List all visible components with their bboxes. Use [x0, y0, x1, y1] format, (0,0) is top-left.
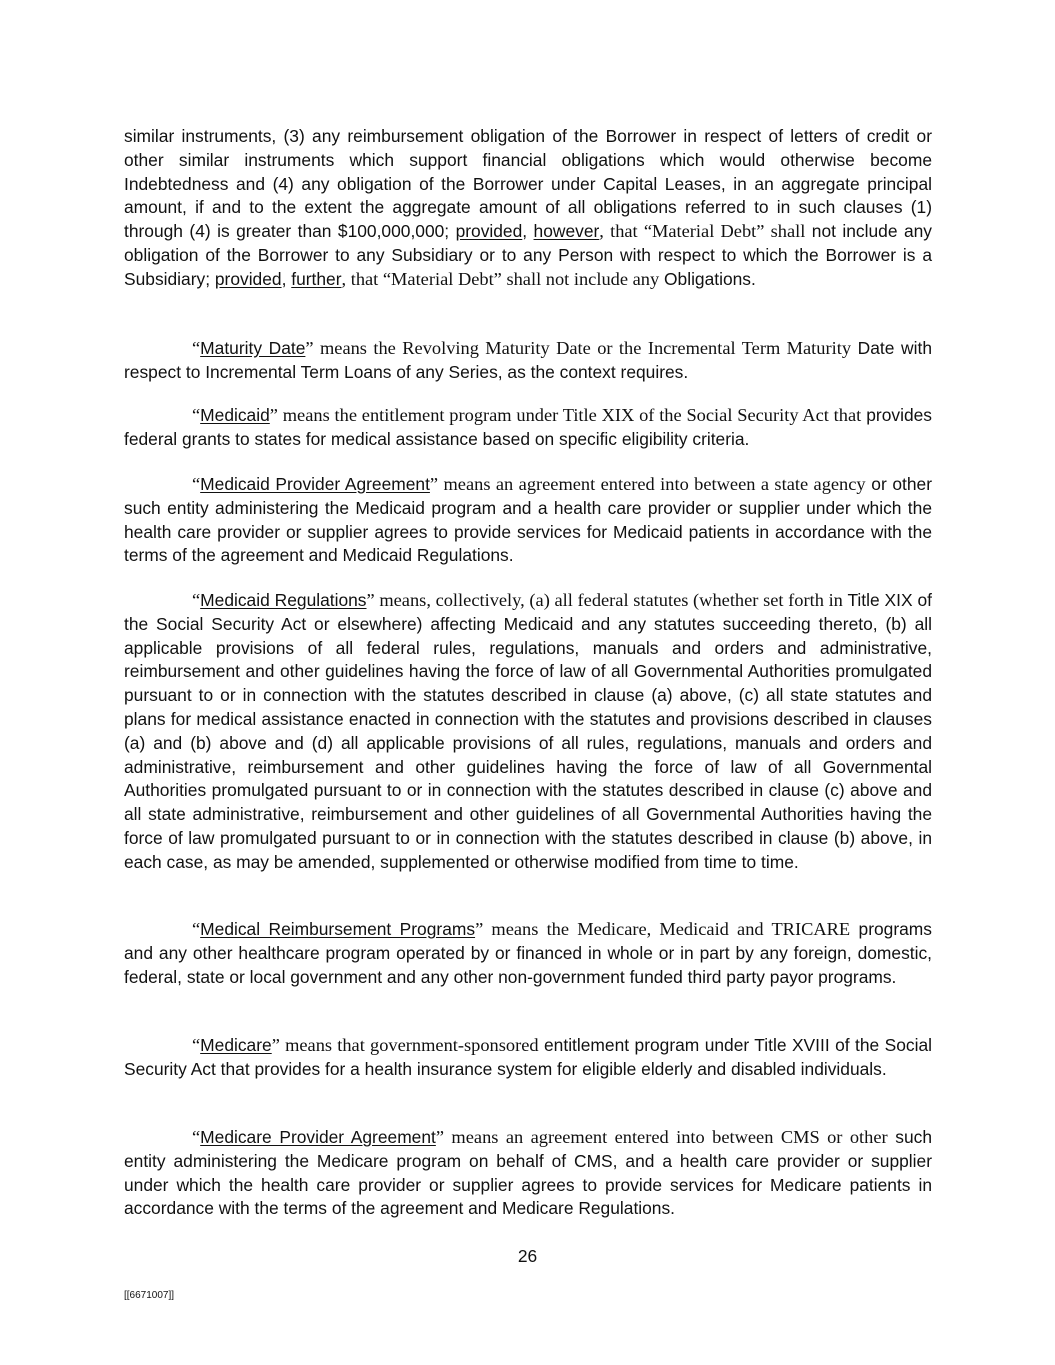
- document-id: [[6671007]]: [124, 1290, 175, 1301]
- defined-term: Medicare Provider Agreement: [200, 1127, 436, 1147]
- definition-medicaid: “Medicaid” means the entitlement program under Title XIX of the Social Security Act that provides federal grants to states for medical assistance based on specific eligibility criteria.: [124, 405, 932, 449]
- defined-term: Maturity Date: [200, 338, 306, 358]
- term-however: however: [533, 221, 600, 242]
- defined-term: Medicaid: [200, 405, 270, 425]
- definition-medical-reimbursement-programs: “Medical Reimbursement Programs” means the Medicare, Medicaid and TRICARE programs and any other healthcare program operated by or financed in whole or in part by any foreign, domestic, federal, state or local government and any other non-government funded third party payor programs.: [124, 919, 932, 987]
- defined-term: Medicare: [200, 1035, 272, 1055]
- paragraph-material-debt-continued: similar instruments, (3) any reimbursement obligation of the Borrower in respect of letters of credit or other similar instruments which support financial obligations which would otherwise become Indebtedness and (4) any obligation of the Borrower under Capital Leases, in an aggregate principal amount, if and to the extent the aggregate amount of all obligations referred to in such clauses (1) through (4) is greater than $100,000,000; provided, however, that “Material Debt” shall not include any obligation of the Borrower to any Subsidiary or to any Person with respect to which the Borrower is a Subsidiary; provided, further, that “Material Debt” shall not include any Obligations.: [124, 126, 932, 289]
- term-provided: provided: [214, 268, 282, 289]
- defined-term: Medicaid Provider Agreement: [200, 474, 430, 494]
- definition-medicaid-regulations: “Medicaid Regulations” means, collectively, (a) all federal statutes (whether set forth in Title XIX of the Social Security Act or elsewhere) affecting Medicaid and any statutes succeeding thereto, (b) all applicable provisions of all federal rules, regulations, manuals and orders and administrative, reimbursement and other guidelines having the force of law of all Governmental Authorities promulgated pursuant to or in connection with the statutes described in clause (a) above, (c) all state statutes and plans for medical assistance enacted in connection with the statutes and provisions described in clauses (a) and (b) above and (d) all applicable provisions of all rules, regulations, manuals and orders and administrative, reimbursement and other guidelines having the force of law of all Governmental Authorities promulgated pursuant to or in connection with the statutes described in clause (c) above and all state administrative, reimbursement and other guidelines of all Governmental Authorities having the force of law promulgated pursuant to or in connection with the statutes described in clause (b) above, in each case, as may be amended, supplemented or otherwise modified from time to time.: [124, 590, 932, 872]
- defined-term: Medical Reimbursement Programs: [200, 919, 476, 939]
- definition-medicare-provider-agreement: “Medicare Provider Agreement” means an agreement entered into between CMS or other such entity administering the Medicare program on behalf of CMS, and a health care provider or supplier under which the health care provider or supplier agrees to provide services for Medicare patients in accordance with the terms of the agreement and Medicare Regulations.: [124, 1127, 932, 1219]
- page-number: 26: [517, 1246, 538, 1266]
- term-provided: provided: [455, 221, 523, 242]
- definition-medicare: “Medicare” means that government-sponsored entitlement program under Title XVIII of the Social Security Act that provides for a health insurance system for eligible elderly and disabled individuals.: [124, 1035, 932, 1079]
- term-further: further: [291, 268, 342, 289]
- definition-maturity-date: “Maturity Date” means the Revolving Maturity Date or the Incremental Term Maturity Date with respect to Incremental Term Loans of any Series, as the context requires.: [124, 338, 932, 382]
- definition-medicaid-provider-agreement: “Medicaid Provider Agreement” means an agreement entered into between a state agency or other such entity administering the Medicaid program and a health care provider or supplier under which the health care provider or supplier agrees to provide services for Medicaid patients in accordance with the terms of the agreement and Medicaid Regulations.: [124, 474, 933, 566]
- defined-term: Medicaid Regulations: [200, 590, 367, 610]
